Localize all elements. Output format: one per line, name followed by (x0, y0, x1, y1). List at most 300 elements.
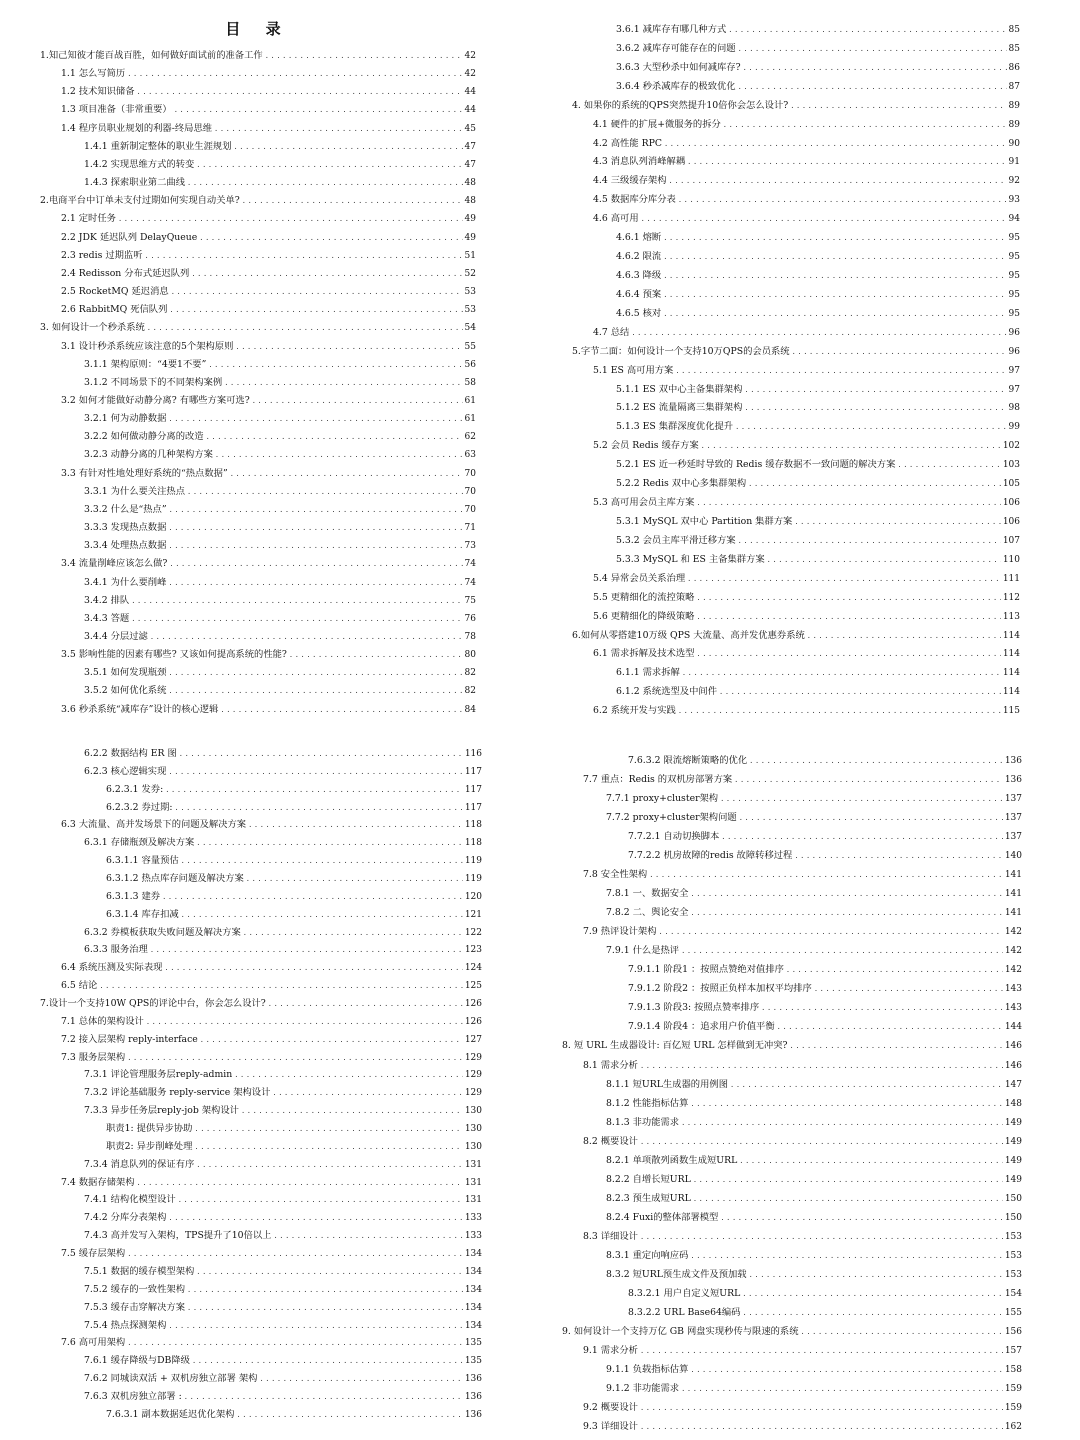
toc-entry[interactable] (40, 319, 476, 337)
toc-entry[interactable] (40, 65, 476, 83)
toc-entry[interactable] (40, 83, 476, 101)
toc-entry[interactable] (40, 781, 482, 799)
toc-entry[interactable] (40, 941, 482, 959)
toc-entry-title: 4.7 总结 (593, 326, 630, 338)
toc-entry-title: 9.1.2 非功能需求 (606, 1383, 680, 1395)
toc-entry[interactable] (40, 906, 482, 924)
toc-entry[interactable] (572, 191, 1020, 210)
toc-entry[interactable] (40, 174, 476, 192)
dot-leader (147, 319, 463, 337)
toc-entry[interactable] (40, 924, 482, 942)
toc-entry-page-number: 135 (464, 1356, 482, 1367)
toc-entry-page-number: 130 (464, 1106, 482, 1117)
toc-entry[interactable] (562, 1036, 1022, 1055)
dot-leader (744, 381, 1006, 400)
toc-entry[interactable] (572, 532, 1020, 551)
toc-entry[interactable] (40, 763, 482, 781)
toc-entry-page-number: 137 (1004, 832, 1022, 843)
dot-leader (734, 771, 1003, 789)
dot-leader (749, 752, 1003, 770)
toc-entry-page-number: 131 (464, 1159, 482, 1170)
toc-entry[interactable] (40, 1049, 482, 1067)
dot-leader (241, 1103, 463, 1120)
toc-entry-page-number: 146 (1004, 1041, 1022, 1052)
toc-entry[interactable] (40, 120, 476, 138)
dot-leader (273, 1228, 462, 1245)
toc-entry-page-number: 89 (1008, 100, 1020, 111)
toc-entry-title: 3.1.2 不同场景下的不同架构案例 (84, 376, 223, 388)
toc-entry-page-number: 89 (1008, 119, 1020, 130)
dot-leader (794, 847, 1002, 865)
toc-entry-title: 4.6.1 熔断 (616, 232, 662, 244)
toc-entry[interactable] (40, 210, 476, 228)
toc-entry[interactable] (562, 998, 1022, 1017)
toc-entry[interactable] (40, 1317, 482, 1335)
toc-entry[interactable] (572, 513, 1020, 532)
dot-leader (720, 790, 1003, 808)
toc-entry[interactable] (40, 1245, 482, 1263)
toc-entry-page-number: 131 (464, 1195, 482, 1206)
dot-leader (749, 1266, 1003, 1284)
toc-entry[interactable] (562, 1265, 1022, 1284)
toc-entry-title: 2.5 RocketMQ 延迟消息 (61, 286, 169, 298)
toc-entry-page-number: 112 (1002, 592, 1020, 603)
toc-entry[interactable] (40, 592, 476, 610)
toc-entry[interactable] (572, 418, 1020, 437)
toc-entry[interactable] (40, 1388, 482, 1406)
toc-entry[interactable] (40, 628, 476, 646)
dot-leader (187, 483, 463, 501)
dot-leader (214, 120, 463, 138)
toc-entry[interactable] (40, 870, 482, 888)
toc-entry-title: 4.1 硬件的扩展+微服务的拆分 (593, 118, 721, 130)
toc-entry-title: 6.5 结论 (61, 980, 98, 992)
toc-entry-title: 5.3.1 MySQL 双中心 Partition 集群方案 (616, 515, 793, 527)
toc-entry[interactable] (40, 410, 476, 428)
toc-entry-title: 6.3.1.3 建券 (106, 890, 161, 902)
toc-entry[interactable] (562, 1379, 1022, 1398)
toc-entry[interactable] (40, 1352, 482, 1370)
toc-entry[interactable] (572, 494, 1020, 513)
toc-entry[interactable] (572, 153, 1020, 172)
dot-leader (678, 191, 1007, 210)
toc-entry[interactable] (40, 1120, 482, 1138)
toc-entry-page-number: 114 (1002, 630, 1020, 641)
toc-entry[interactable] (572, 286, 1020, 305)
dot-leader (184, 1389, 463, 1406)
toc-entry-title: 7.5.1 数据的缓存模型架构 (84, 1265, 195, 1277)
toc-entry[interactable] (572, 627, 1020, 646)
toc-entry-title: 4.6.5 核对 (616, 307, 662, 319)
toc-entry-title: 4.6.3 降级 (616, 269, 662, 281)
toc-column-bottom-right (562, 751, 1022, 1436)
dot-leader (743, 59, 1007, 78)
dot-leader (199, 229, 462, 247)
dot-leader (696, 608, 1000, 627)
toc-entry[interactable] (40, 610, 476, 628)
toc-entry[interactable] (40, 646, 476, 664)
toc-entry-title: 7.4 数据存储架构 (61, 1176, 135, 1188)
toc-entry[interactable] (40, 1174, 482, 1192)
toc-entry[interactable] (40, 247, 476, 265)
dot-leader (230, 465, 463, 483)
toc-entry[interactable] (40, 1406, 482, 1424)
dot-leader (150, 942, 463, 959)
toc-entry[interactable] (40, 1334, 482, 1352)
toc-entry[interactable] (40, 138, 476, 156)
toc-entry[interactable] (40, 1263, 482, 1281)
toc-entry-page-number: 129 (464, 1052, 482, 1063)
toc-entry-title: 3.6.3 大型秒杀中如何减库存? (616, 61, 741, 73)
toc-entry-title: 6.3.3 服务治理 (84, 944, 148, 956)
toc-entry-title: 8.1.1 短URL生成器的用例图 (606, 1078, 728, 1090)
dot-leader (696, 589, 1000, 608)
dot-leader (790, 97, 1006, 116)
toc-entry-title: 9.2 概要设计 (583, 1402, 638, 1414)
dot-leader (761, 999, 1003, 1017)
toc-entry-title: 5.2.2 Redis 双中心多集群架构 (616, 478, 747, 490)
toc-entry[interactable] (562, 941, 1022, 960)
toc-entry-page-number: 153 (1004, 1269, 1022, 1280)
toc-entry[interactable] (562, 1398, 1022, 1417)
toc-entry[interactable] (40, 1370, 482, 1388)
toc-entry-title: 3.2.1 何为动静数据 (84, 413, 167, 425)
dot-leader (215, 446, 463, 464)
toc-entry-title: 7.2 接入层架构 reply-interface (61, 1033, 198, 1045)
toc-entry[interactable] (562, 884, 1022, 903)
toc-entry[interactable] (562, 1132, 1022, 1151)
toc-entry-page-number: 116 (464, 749, 482, 759)
toc-entry-page-number: 75 (464, 595, 476, 606)
toc-entry-title: 5.1.2 ES 流量隔离三集群架构 (616, 402, 743, 414)
toc-entry[interactable] (40, 852, 482, 870)
toc-entry[interactable] (562, 1417, 1022, 1436)
toc-entry[interactable] (562, 1075, 1022, 1094)
dot-leader (669, 172, 1007, 191)
toc-entry-page-number: 157 (1004, 1345, 1022, 1356)
toc-entry[interactable] (562, 1360, 1022, 1379)
dot-leader (678, 702, 1001, 721)
toc-entry[interactable] (40, 338, 476, 356)
toc-entry-title: 7.7.2.2 机房故障的redis 故障转移过程 (628, 850, 793, 862)
toc-entry[interactable] (40, 888, 482, 906)
toc-entry[interactable] (572, 437, 1020, 456)
toc-entry[interactable] (572, 324, 1020, 343)
toc-entry-page-number: 85 (1008, 25, 1020, 35)
dot-leader (127, 1335, 463, 1352)
dot-leader (807, 627, 1001, 646)
toc-entry[interactable] (572, 305, 1020, 324)
toc-entry[interactable] (40, 1299, 482, 1317)
toc-entry-title: 6.1 需求拆解及技术选型 (593, 648, 695, 660)
toc-entry[interactable] (40, 1031, 482, 1049)
toc-entry[interactable] (40, 465, 476, 483)
toc-entry[interactable] (562, 1227, 1022, 1246)
toc-entry-page-number: 70 (464, 486, 476, 497)
toc-entry[interactable] (40, 446, 476, 464)
toc-entry-page-number: 146 (1004, 1060, 1022, 1071)
toc-entry[interactable] (572, 664, 1020, 683)
dot-leader (675, 362, 1006, 381)
dot-leader (681, 942, 1003, 960)
toc-entry[interactable] (572, 59, 1020, 78)
toc-entry[interactable] (562, 1151, 1022, 1170)
toc-entry-page-number: 118 (464, 820, 482, 831)
toc-entry-page-number: 97 (1008, 365, 1020, 376)
toc-entry-title: 7.9.1.2 阶段2 ：按照正负样本加权平均排序 (628, 983, 812, 995)
toc-entry-title: 7.3.4 消息队列的保证有序 (84, 1158, 195, 1170)
toc-entry-page-number: 137 (1004, 813, 1022, 824)
dot-leader (640, 1228, 1003, 1246)
toc-entry[interactable] (40, 745, 482, 763)
toc-entry[interactable] (572, 97, 1020, 116)
toc-entry[interactable] (562, 1017, 1022, 1036)
toc-entry[interactable] (572, 645, 1020, 664)
toc-entry[interactable] (572, 40, 1020, 59)
toc-entry[interactable] (572, 78, 1020, 97)
toc-entry[interactable] (40, 229, 476, 247)
toc-entry-title: 5.3.3 MySQL 和 ES 主备集群方案 (616, 553, 765, 565)
toc-entry[interactable] (40, 1066, 482, 1084)
toc-entry[interactable] (562, 922, 1022, 941)
dot-leader (145, 247, 463, 265)
toc-entry[interactable] (40, 574, 476, 592)
toc-entry-page-number: 95 (1008, 270, 1020, 281)
toc-entry[interactable] (40, 1227, 482, 1245)
dot-leader (220, 701, 462, 719)
toc-entry-page-number: 142 (1004, 927, 1022, 938)
toc-entry[interactable] (572, 21, 1020, 40)
toc-entry[interactable] (562, 1303, 1022, 1322)
toc-entry[interactable] (572, 210, 1020, 229)
toc-entry[interactable] (562, 1094, 1022, 1113)
toc-entry-page-number: 141 (1004, 908, 1022, 919)
toc-entry-title: 5.6 更精细化的降级策略 (593, 610, 695, 622)
toc-entry[interactable] (562, 865, 1022, 884)
toc-entry[interactable] (40, 959, 482, 977)
toc-entry[interactable] (40, 1084, 482, 1102)
toc-entry[interactable] (40, 995, 482, 1013)
toc-entry[interactable] (40, 1281, 482, 1299)
toc-entry[interactable] (572, 570, 1020, 589)
toc-entry[interactable] (40, 664, 476, 682)
dot-leader (168, 1318, 462, 1335)
toc-entry[interactable] (40, 977, 482, 995)
toc-entry[interactable] (562, 751, 1022, 770)
toc-entry[interactable] (572, 248, 1020, 267)
toc-entry-page-number: 78 (464, 632, 476, 642)
toc-entry[interactable] (572, 551, 1020, 570)
toc-entry[interactable] (562, 846, 1022, 865)
toc-entry[interactable] (40, 283, 476, 301)
toc-entry-page-number: 76 (464, 613, 476, 624)
toc-entry[interactable] (572, 399, 1020, 418)
toc-entry-page-number: 54 (464, 323, 476, 334)
toc-entry-page-number: 122 (464, 927, 482, 938)
dot-leader (664, 135, 1007, 154)
toc-entry[interactable] (40, 1138, 482, 1156)
dot-leader (687, 153, 1006, 172)
dot-leader (174, 101, 463, 119)
toc-entry-title: 6.2 系统开发与实践 (593, 705, 676, 717)
toc-entry-title: 8.3 详细设计 (583, 1230, 638, 1242)
toc-entry-page-number: 130 (464, 1141, 482, 1152)
toc-entry[interactable] (40, 156, 476, 174)
toc-entry[interactable] (40, 537, 476, 555)
toc-entry[interactable] (40, 392, 476, 410)
toc-entry-title: 7.5 缓存层架构 (61, 1248, 126, 1260)
dot-leader (640, 1399, 1003, 1417)
toc-entry[interactable] (40, 101, 476, 119)
toc-entry[interactable] (572, 475, 1020, 494)
dot-leader (196, 1264, 463, 1281)
dot-leader (206, 428, 463, 446)
toc-entry[interactable] (562, 1246, 1022, 1265)
toc-entry-title: 7.6.1 缓存降级与DB降级 (84, 1355, 190, 1367)
toc-entry-title: 6.1.2 系统选型及中间件 (616, 686, 717, 698)
dot-leader (169, 555, 462, 573)
toc-entry[interactable] (40, 265, 476, 283)
toc-entry-title: 3.5.2 如何优化系统 (84, 685, 167, 697)
toc-entry-page-number: 158 (1004, 1365, 1022, 1375)
toc-entry-title: 7.9 热评设计架构 (583, 926, 657, 938)
toc-entry[interactable] (572, 456, 1020, 475)
toc-entry[interactable] (572, 608, 1020, 627)
toc-entry[interactable] (572, 135, 1020, 154)
toc-entry-title: 7.4.2 分库分表架构 (84, 1212, 167, 1224)
toc-entry-page-number: 91 (1008, 157, 1020, 168)
toc-entry[interactable] (562, 903, 1022, 922)
toc-entry[interactable] (562, 1056, 1022, 1075)
toc-entry[interactable] (562, 960, 1022, 979)
toc-entry-title: 3.4 流量削峰应该怎么做? (61, 558, 168, 570)
toc-entry[interactable] (562, 1189, 1022, 1208)
toc-entry[interactable] (572, 229, 1020, 248)
toc-entry-title: 3.6.1 减库存有哪几种方式 (616, 24, 727, 35)
toc-entry-title: 6.2.3 核心逻辑实现 (84, 765, 167, 777)
toc-entry[interactable] (40, 1156, 482, 1174)
toc-entry-title: 7.8.2 二、舆论安全 (606, 907, 689, 919)
toc-entry[interactable] (40, 192, 476, 210)
toc-entry[interactable] (562, 1322, 1022, 1341)
dot-leader (150, 628, 463, 646)
toc-entry[interactable] (40, 1191, 482, 1209)
toc-entry[interactable] (40, 701, 476, 719)
toc-entry-title: 8.1.2 性能指标估算 (606, 1097, 689, 1109)
toc-entry[interactable] (40, 1209, 482, 1227)
toc-entry-title: 3.3.4 处理热点数据 (84, 540, 167, 552)
dot-leader (127, 1050, 463, 1067)
toc-entry[interactable] (40, 483, 476, 501)
dot-leader (168, 1210, 462, 1227)
dot-leader (268, 996, 463, 1013)
toc-entry[interactable] (40, 682, 476, 700)
toc-entry[interactable] (562, 827, 1022, 846)
toc-entry-title: 1.知己知彼才能百战百胜，如何做好面试前的准备工作 (40, 50, 263, 61)
dot-leader (696, 645, 1000, 664)
dot-leader (663, 229, 1006, 248)
dot-leader (794, 513, 1000, 532)
toc-entry[interactable] (572, 589, 1020, 608)
toc-entry[interactable] (40, 374, 476, 392)
toc-entry[interactable] (572, 362, 1020, 381)
toc-entry-title: 3.4.4 分层过滤 (84, 631, 148, 642)
toc-entry[interactable] (572, 702, 1020, 721)
toc-entry[interactable] (40, 356, 476, 374)
toc-entry-title: 8.3.1 重定向响应码 (606, 1249, 689, 1261)
toc-entry-title: 8.3.2 短URL预生成文件及预加载 (606, 1268, 747, 1280)
toc-entry[interactable] (40, 816, 482, 834)
toc-entry[interactable] (40, 501, 476, 519)
toc-entry[interactable] (40, 301, 476, 319)
dot-leader (224, 374, 462, 392)
toc-entry[interactable] (562, 789, 1022, 808)
toc-entry-title: 6.2.3.2 券过期: (106, 801, 173, 813)
toc-entry-title: 3.2.2 如何做动静分离的改造 (84, 431, 204, 443)
toc-entry[interactable] (572, 172, 1020, 191)
toc-entry[interactable] (562, 1113, 1022, 1132)
dot-leader (243, 925, 463, 942)
toc-entry-page-number: 117 (464, 766, 482, 777)
dot-leader (748, 475, 1001, 494)
toc-entry-title: 5.1.3 ES 集群深度优化提升 (616, 421, 734, 433)
dot-leader (248, 817, 463, 834)
toc-entry[interactable] (572, 343, 1020, 362)
toc-entry[interactable] (562, 979, 1022, 998)
toc-entry[interactable] (562, 770, 1022, 789)
toc-entry[interactable] (40, 555, 476, 573)
toc-entry[interactable] (562, 808, 1022, 827)
toc-entry[interactable] (40, 1102, 482, 1120)
toc-entry-page-number: 133 (464, 1231, 482, 1242)
toc-entry-title: 5.3 高可用会员主库方案 (593, 497, 695, 509)
dot-leader (767, 551, 1001, 570)
toc-entry[interactable] (572, 116, 1020, 135)
toc-entry[interactable] (40, 428, 476, 446)
toc-entry[interactable] (562, 1341, 1022, 1360)
toc-entry[interactable] (562, 1284, 1022, 1303)
toc-entry[interactable] (572, 381, 1020, 400)
toc-entry-page-number: 56 (464, 359, 476, 370)
toc-entry[interactable] (572, 683, 1020, 702)
toc-entry[interactable] (562, 1208, 1022, 1227)
toc-entry-page-number: 123 (464, 945, 482, 956)
toc-entry-page-number: 105 (1002, 479, 1020, 490)
toc-entry-title: 7.3.2 评论基础服务 reply-service 架构设计 (84, 1087, 271, 1099)
dot-leader (236, 1407, 462, 1424)
toc-entry-title: 6.3.1.2 热点库存问题及解决方案 (106, 873, 244, 885)
toc-entry-title: 1.4 程序员职业规划的利器-终局思维 (61, 122, 213, 134)
toc-entry[interactable] (40, 834, 482, 852)
toc-entry[interactable] (40, 799, 482, 817)
dot-leader (739, 809, 1003, 827)
dot-leader (194, 1139, 462, 1156)
dot-leader (137, 83, 463, 101)
toc-entry[interactable] (562, 1170, 1022, 1189)
toc-entry[interactable] (572, 267, 1020, 286)
toc-entry-title: 1.1 怎么写简历 (61, 68, 126, 80)
toc-entry[interactable] (40, 1013, 482, 1031)
toc-entry-page-number: 117 (464, 784, 482, 795)
toc-entry-title: 7.6 高可用架构 (61, 1337, 126, 1349)
dot-leader (690, 1247, 1002, 1265)
toc-entry[interactable] (40, 519, 476, 537)
dot-leader (168, 519, 462, 537)
dot-leader (696, 494, 1000, 513)
toc-entry-page-number: 162 (1004, 1422, 1022, 1433)
toc-entry-title: 4.2 高性能 RPC (593, 137, 662, 149)
toc-entry[interactable] (40, 47, 476, 65)
